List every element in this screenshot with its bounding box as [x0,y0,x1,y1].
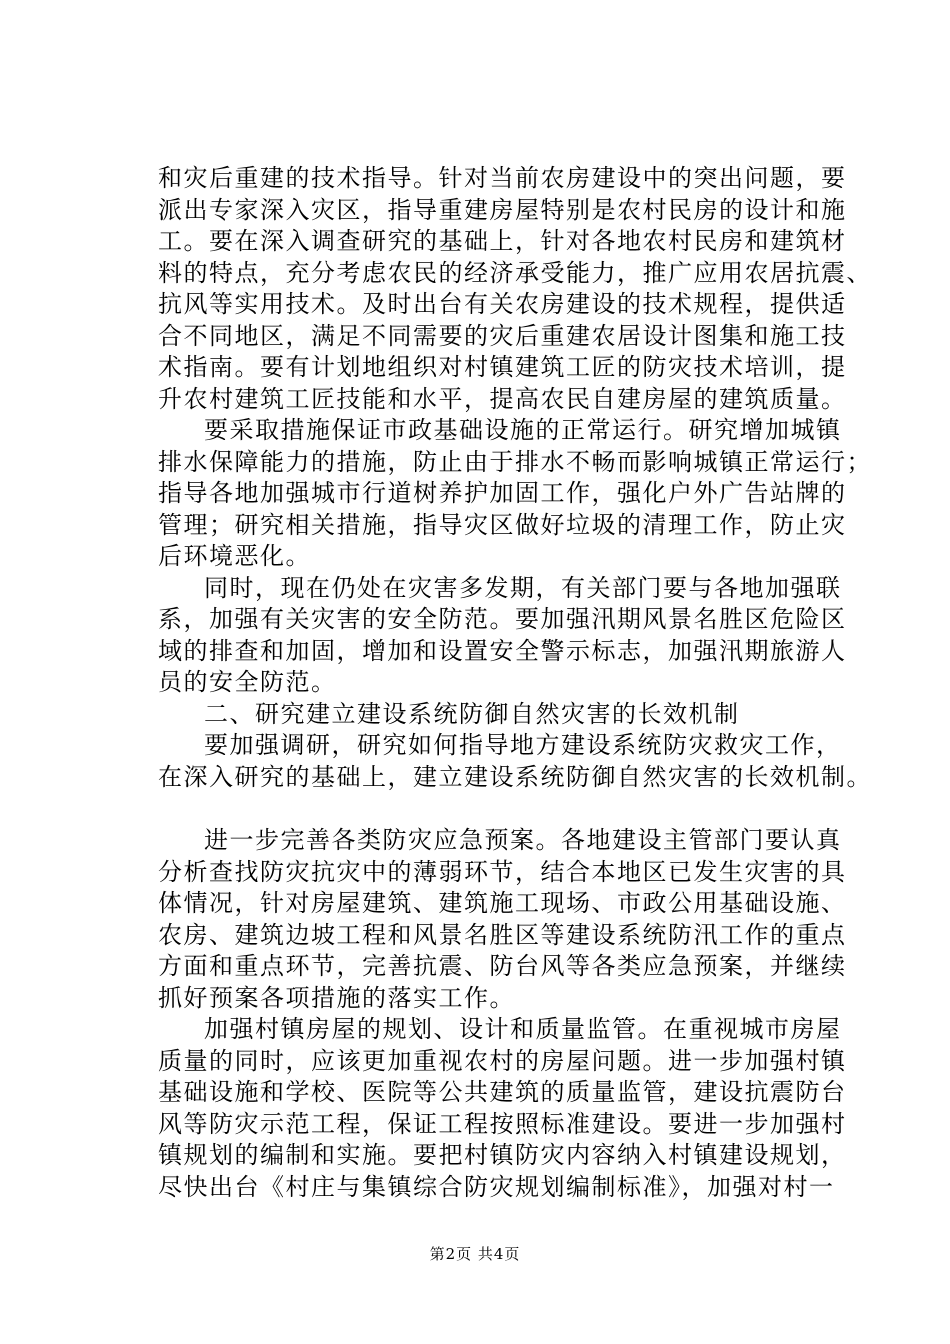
page-number-footer: 第2页 共4页 [429,1245,521,1263]
paragraph-line: 要采取措施保证市政基础设施的正常运行。研究增加城镇 [204,416,842,444]
paragraph-line: 方面和重点环节，完善抗震、防台风等各类应急预案，并继续 [158,952,847,980]
paragraph-line: 系，加强有关灾害的安全防范。要加强汛期风景名胜区危险区 [158,605,847,633]
paragraph-line: 抓好预案各项措施的落实工作。 [158,983,515,1012]
paragraph-line: 员的安全防范。 [158,668,337,696]
paragraph-line: 合不同地区，满足不同需要的灾后重建农居设计图集和施工技 [158,321,847,350]
paragraph-line: 工。要在深入调查研究的基础上，针对各地农村民房和建筑材 [158,227,847,255]
paragraph-line: 分析查找防灾抗灾中的薄弱环节，结合本地区已发生灾害的具 [158,857,847,886]
paragraph-gap [158,793,830,825]
paragraph-line: 升农村建筑工匠技能和水平，提高农民自建房屋的建筑质量。 [158,384,847,413]
section-heading: 二、研究建立建设系统防御自然灾害的长效机制 [204,699,740,728]
paragraph-line: 派出专家深入灾区，指导重建房屋特别是农村民房的设计和施 [158,195,847,224]
paragraph-line: 基础设施和学校、医院等公共建筑的质量监管，建设抗震防台 [158,1078,847,1106]
paragraph-line: 指导各地加强城市行道树养护加固工作，强化户外广告站牌的 [158,479,847,507]
document-body [158,163,872,1203]
paragraph-line: 风等防灾示范工程，保证工程按照标准建设。要进一步加强村 [158,1109,847,1138]
paragraph-line: 域的排查和加固，增加和设置安全警示标志，加强汛期旅游人 [158,636,847,665]
paragraph-line: 后环境恶化。 [158,542,311,570]
paragraph-line: 排水保障能力的措施，防止由于排水不畅而影响城镇正常运行； [158,447,872,476]
paragraph-line: 管理；研究相关措施，指导灾区做好垃圾的清理工作，防止灾 [158,510,847,539]
paragraph-line: 尽快出台《村庄与集镇综合防灾规划编制标准》，加强对村一 [158,1172,835,1201]
paragraph-line: 同时，现在仍处在灾害多发期，有关部门要与各地加强联 [204,573,842,602]
paragraph-line: 要加强调研，研究如何指导地方建设系统防灾救灾工作， [204,731,842,759]
paragraph-line: 进一步完善各类防灾应急预案。各地建设主管部门要认真 [204,826,842,854]
paragraph-line: 抗风等实用技术。及时出台有关农房建设的技术规程，提供适 [158,290,847,318]
paragraph-line: 体情况，针对房屋建筑、建筑施工现场、市政公用基础设施、 [158,889,847,917]
paragraph-line: 加强村镇房屋的规划、设计和质量监管。在重视城市房屋 [204,1015,842,1043]
paragraph-line: 质量的同时，应该更加重视农村的房屋问题。进一步加强村镇 [158,1046,847,1075]
paragraph-line: 术指南。要有计划地组织对村镇建筑工匠的防灾技术培训，提 [158,353,847,381]
paragraph-line: 料的特点，充分考虑农民的经济承受能力，推广应用农居抗震、 [158,258,872,287]
paragraph-line: 农房、建筑边坡工程和风景名胜区等建设系统防汛工作的重点 [158,920,847,949]
paragraph-line: 和灾后重建的技术指导。针对当前农房建设中的突出问题，要 [158,164,847,192]
paragraph-line: 镇规划的编制和实施。要把村镇防灾内容纳入村镇建设规划， [158,1141,847,1169]
paragraph-line: 在深入研究的基础上，建立建设系统防御自然灾害的长效机制。 [158,762,872,791]
